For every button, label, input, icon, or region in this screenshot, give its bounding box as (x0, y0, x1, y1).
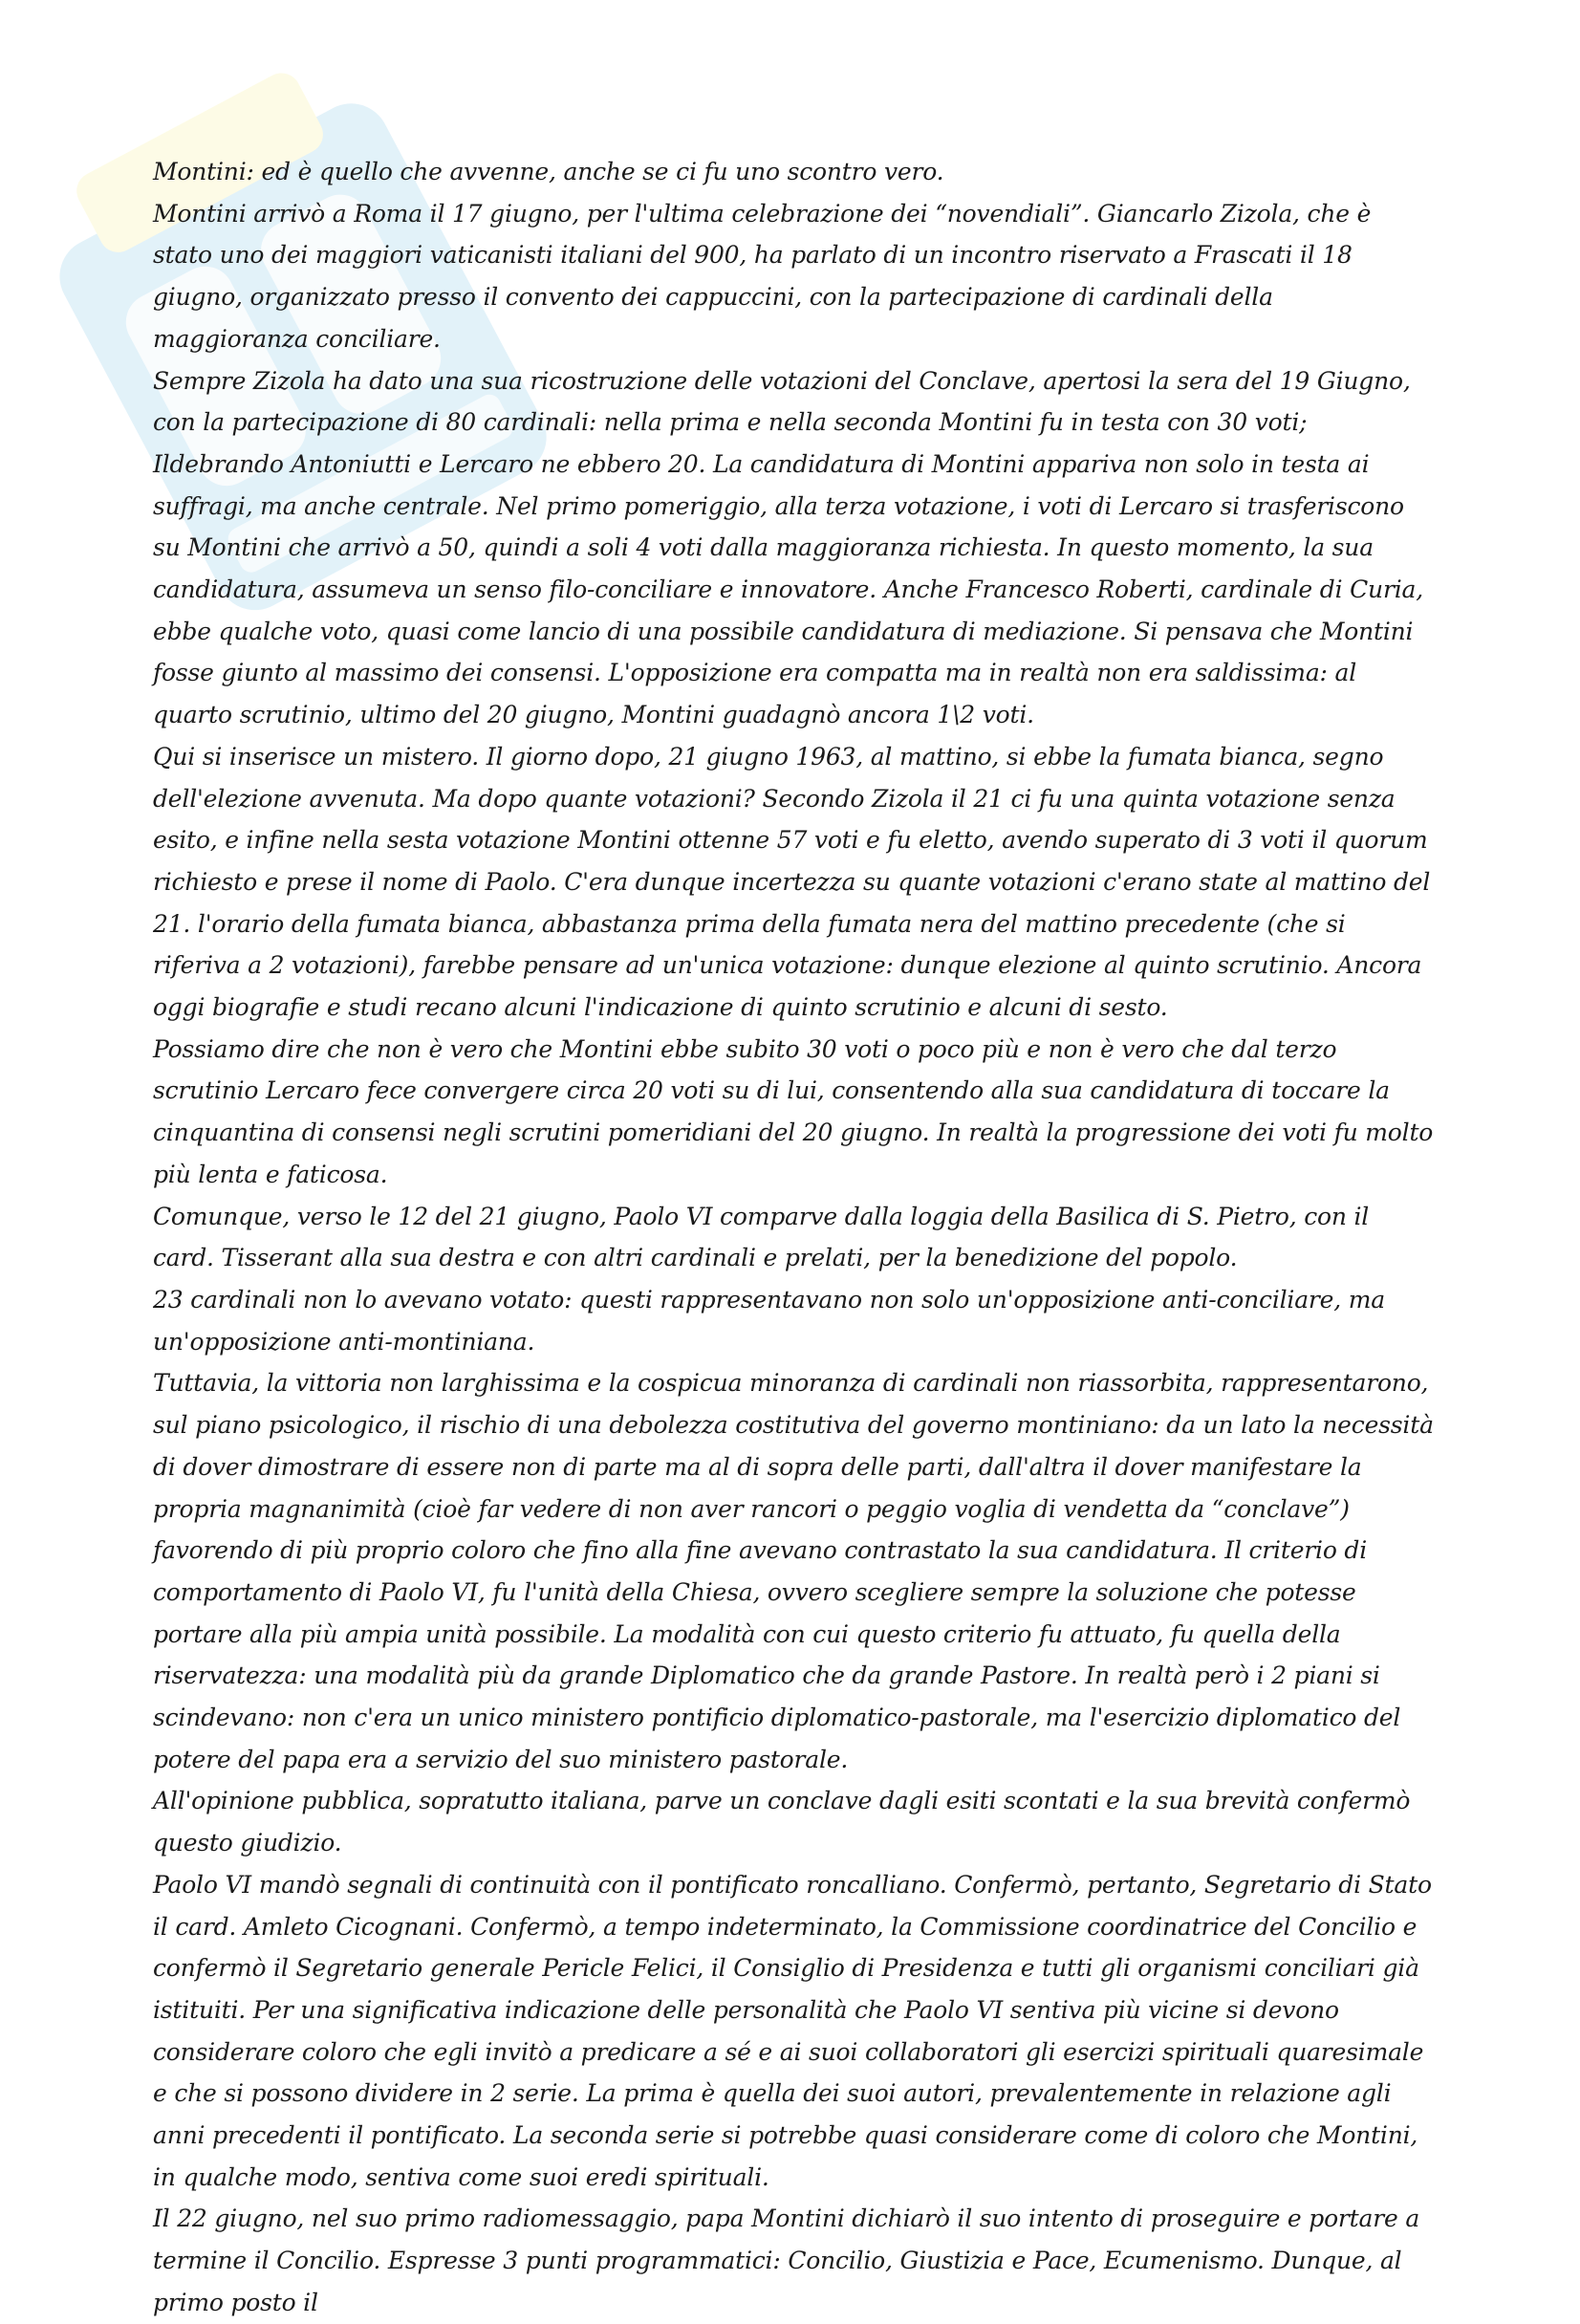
paragraph: Montini arrivò a Roma il 17 giugno, per l'ultima celebrazione dei “novendiali”. Giancarlo Zizola, che è stato uno dei maggiori vaticanisti italiani del 900, ha parlato di un incontro riservato a Frascati il 18 giugno, organizzato presso il convento dei cappuccini, con la partecipazione di cardinali della maggioranza conciliare. (153, 199, 1372, 353)
paragraph: All'opinione pubblica, sopratutto italiana, parve un conclave dagli esiti scontati e la sua brevità confermò questo giudizio. (153, 1787, 1411, 1857)
paragraph: Comunque, verso le 12 del 21 giugno, Paolo VI comparve dalla loggia della Basilica di S. Pietro, con il card. Tisserant alla sua destra e con altri cardinali e prelati, per la benedizione del popolo. (153, 1202, 1370, 1272)
paragraph: Montini: ed è quello che avvenne, anche se ci fu uno scontro vero. (153, 158, 944, 185)
paragraph: Tuttavia, la vittoria non larghissima e la cospicua minoranza di cardinali non riassorbita, rappresentarono, sul piano psicologico, il rischio di una debolezza costitutiva del governo montiniano: da un lato la necessità di dover dimostrare di essere non di parte ma al di sopra delle parti, dall'altra il dover manifestare la propria magnanimità (cioè far vedere di non aver rancori o peggio voglia di vendetta da “conclave”) favorendo di più proprio coloro che fino alla fine avevano contrastato la sua candidatura. Il criterio di comportamento di Paolo VI, fu l'unità della Chiesa, ovvero scegliere sempre la soluzione che potesse portare alla più ampia unità possibile. La modalità con cui questo criterio fu attuato, fu quella della riservatezza: una modalità più da grande Diplomatico che da grande Pastore. In realtà però i 2 piani si scindevano: non c'era un unico ministero pontificio diplomatico-pastorale, ma l'esercizio diplomatico del potere del papa era a servizio del suo ministero pastorale. (153, 1369, 1434, 1773)
document-body (153, 151, 1434, 2324)
paragraph: Paolo VI mandò segnali di continuità con il pontificato roncalliano. Confermò, pertanto, Segretario di Stato il card. Amleto Cicognani. Confermò, a tempo indeterminato, la Commissione coordinatrice del Concilio e confermò il Segretario generale Pericle Felici, il Consiglio di Presidenza e tutti gli organismi conciliari già istituiti. Per una significativa indicazione delle personalità che Paolo VI sentiva più vicine si devono considerare coloro che egli invitò a predicare a sé e ai suoi collaboratori gli esercizi spirituali quaresimale e che si possono dividere in 2 serie. La prima è quella dei suoi autori, prevalentemente in relazione agli anni precedenti il pontificato. La seconda serie si potrebbe quasi considerare come di coloro che Montini, in qualche modo, sentiva come suoi eredi spirituali. (153, 1870, 1432, 2191)
paragraph: Sempre Zizola ha dato una sua ricostruzione delle votazioni del Conclave, apertosi la sera del 19 Giugno, con la partecipazione di 80 cardinali: nella prima e nella seconda Montini fu in testa con 30 voti; Ildebrando Antoniutti e Lercaro ne ebbero 20. La candidatura di Montini appariva non solo in testa ai suffragi, ma anche centrale. Nel primo pomeriggio, alla terza votazione, i voti di Lercaro si trasferiscono su Montini che arrivò a 50, quindi a soli 4 voti dalla maggioranza richiesta. In questo momento, la sua candidatura, assumeva un senso filo-conciliare e innovatore. Anche Francesco Roberti, cardinale di Curia, ebbe qualche voto, quasi come lancio di una possibile candidatura di mediazione. Si pensava che Montini fosse giunto al massimo dei consensi. L'opposizione era compatta ma in realtà non era saldissima: al quarto scrutinio, ultimo del 20 giugno, Montini guadagnò ancora 1\2 voti. (153, 366, 1423, 729)
paragraph: Possiamo dire che non è vero che Montini ebbe subito 30 voti o poco più e non è vero che dal terzo scrutinio Lercaro fece convergere circa 20 voti su di lui, consentendo alla sua candidatura di toccare la cinquantina di consensi negli scrutini pomeridiani del 20 giugno. In realtà la progressione dei voti fu molto più lenta e faticosa. (153, 1034, 1434, 1188)
paragraph: 23 cardinali non lo avevano votato: questi rappresentavano non solo un'opposizione anti-conciliare, ma un'opposizione anti-montiniana. (153, 1285, 1385, 1356)
paragraph: Il 22 giugno, nel suo primo radiomessaggio, papa Montini dichiarò il suo intento di proseguire e portare a termine il Concilio. Espresse 3 punti programmatici: Concilio, Giustizia e Pace, Ecumenismo. Dunque, al primo posto il (153, 2205, 1420, 2316)
paragraph: Qui si inserisce un mistero. Il giorno dopo, 21 giugno 1963, al mattino, si ebbe la fumata bianca, segno dell'elezione avvenuta. Ma dopo quante votazioni? Secondo Zizola il 21 ci fu una quinta votazione senza esito, e infine nella sesta votazione Montini ottenne 57 voti e fu eletto, avendo superato di 3 voti il quorum richiesto e prese il nome di Paolo. C'era dunque incertezza su quante votazioni c'erano state al mattino del 21. l'orario della fumata bianca, abbastanza prima della fumata nera del mattino precedente (che si riferiva a 2 votazioni), farebbe pensare ad un'unica votazione: dunque elezione al quinto scrutinio. Ancora oggi biografie e studi recano alcuni l'indicazione di quinto scrutinio e alcuni di sesto. (153, 742, 1431, 1022)
